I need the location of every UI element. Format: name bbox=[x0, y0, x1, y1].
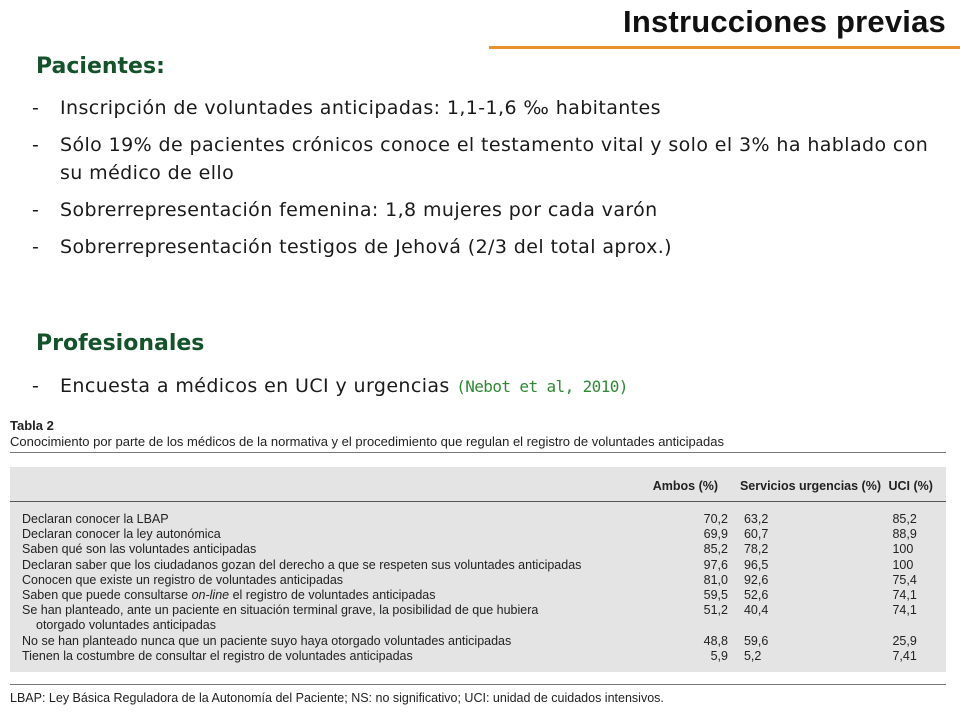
row-label bbox=[10, 603, 653, 633]
cell-uci: 7,41 bbox=[892, 648, 917, 663]
cell-uci: 74,1 bbox=[892, 603, 917, 618]
row-label: Tienen la costumbre de consultar el registro de voluntades anticipadas bbox=[22, 648, 413, 663]
table-row bbox=[10, 603, 946, 633]
cell-urgencias: 63,2 bbox=[743, 512, 769, 526]
cell-ambos: 59,5 bbox=[703, 588, 728, 603]
pacientes-heading: Pacientes: bbox=[36, 54, 165, 79]
cell-urgencias: 92,6 bbox=[743, 572, 769, 587]
table-box bbox=[10, 467, 946, 672]
table-row bbox=[10, 502, 946, 528]
table-row bbox=[10, 558, 946, 573]
cell-urgencias: 96,5 bbox=[743, 557, 769, 572]
table-row bbox=[10, 542, 946, 557]
cell-uci: 25,9 bbox=[892, 633, 917, 648]
cell-ambos: 85,2 bbox=[703, 542, 728, 557]
table-row bbox=[10, 573, 946, 588]
cell-urgencias: 59,6 bbox=[743, 633, 769, 648]
cell-ambos: 97,6 bbox=[703, 557, 728, 572]
row-label: Declaran saber que los ciudadanos gozan del derecho a que se respeten sus voluntades anticipadas bbox=[22, 557, 582, 572]
row-label: No se han planteado nunca que un paciente suyo haya otorgado voluntades anticipadas bbox=[22, 633, 512, 648]
row-label: Declaran conocer la LBAP bbox=[22, 512, 169, 526]
row-label bbox=[10, 588, 653, 603]
label-emphasis: on-line bbox=[191, 588, 230, 603]
label-part: el registro de voluntades anticipadas bbox=[229, 588, 436, 603]
pacientes-list bbox=[32, 94, 948, 270]
table-title: Tabla 2 bbox=[10, 418, 54, 433]
table-header-cell bbox=[10, 473, 653, 502]
cell-urgencias: 52,6 bbox=[743, 588, 769, 603]
cell-ambos: 5,9 bbox=[710, 648, 728, 663]
list-item: - Sobrerrepresentación testigos de Jehová (2/3 del total aprox.) bbox=[32, 233, 948, 261]
label-line-indented: otorgado voluntades anticipadas bbox=[36, 618, 216, 633]
cell-uci: 88,9 bbox=[892, 527, 917, 542]
cell-uci: 100 bbox=[892, 542, 914, 557]
cell-urgencias: 78,2 bbox=[743, 542, 769, 557]
table-footnote: LBAP: Ley Básica Reguladora de la Autonomía del Paciente; NS: no significativo; UCI: unidad de cuidados intensivos. bbox=[10, 684, 946, 705]
list-item bbox=[32, 372, 948, 401]
cell-uci: 74,1 bbox=[892, 588, 917, 603]
title-underline bbox=[489, 46, 960, 49]
profesionales-heading: Profesionales bbox=[36, 331, 205, 356]
label-part: Saben que puede consultarse bbox=[22, 588, 192, 603]
cell-urgencias: 5,2 bbox=[743, 648, 762, 663]
cell-ambos: 48,8 bbox=[703, 633, 728, 648]
cell-uci: 75,4 bbox=[892, 572, 917, 587]
table-row bbox=[10, 588, 946, 603]
row-label: Saben qué son las voluntades anticipadas bbox=[22, 542, 257, 557]
citation: (Nebot et al, 2010) bbox=[456, 377, 628, 396]
table-header-cell: Servicios urgencias (%) bbox=[740, 473, 889, 502]
list-item: - Sobrerrepresentación femenina: 1,8 mujeres por cada varón bbox=[32, 196, 948, 224]
table-header-row bbox=[10, 473, 946, 502]
cell-ambos: 51,2 bbox=[703, 603, 728, 618]
table-header-cell: Ambos (%) bbox=[653, 473, 740, 502]
row-label: Conocen que existe un registro de voluntades anticipadas bbox=[22, 572, 344, 587]
list-item: - Inscripción de voluntades anticipadas: 1,1-1,6 ‰ habitantes bbox=[32, 94, 948, 122]
label-line: Se han planteado, ante un paciente en situación terminal grave, la posibilidad de que hubiera bbox=[22, 603, 539, 618]
table-row bbox=[10, 649, 946, 664]
cell-ambos: 70,2 bbox=[703, 512, 728, 526]
cell-uci: 100 bbox=[892, 557, 914, 572]
list-item: - Sólo 19% de pacientes crónicos conoce el testamento vital y solo el 3% ha hablado con su médico de ello bbox=[32, 131, 948, 187]
cell-ambos: 81,0 bbox=[703, 572, 728, 587]
profesionales-list bbox=[32, 372, 948, 410]
survey-text: Encuesta a médicos en UCI y urgencias bbox=[60, 375, 457, 397]
cell-ambos: 69,9 bbox=[703, 527, 728, 542]
table-subtitle: Conocimiento por parte de los médicos de la normativa y el procedimiento que regulan el registro de voluntades anticipadas bbox=[10, 434, 946, 453]
cell-urgencias: 60,7 bbox=[743, 527, 769, 542]
table-header-cell: UCI (%) bbox=[888, 473, 946, 502]
table-row bbox=[10, 634, 946, 649]
knowledge-table bbox=[10, 473, 946, 664]
row-label: Declaran conocer la ley autonómica bbox=[22, 527, 221, 542]
table-row bbox=[10, 527, 946, 542]
cell-uci: 85,2 bbox=[892, 512, 917, 526]
slide-title: Instrucciones previas bbox=[623, 4, 946, 39]
cell-urgencias: 40,4 bbox=[743, 603, 769, 618]
table-figure bbox=[10, 418, 946, 705]
